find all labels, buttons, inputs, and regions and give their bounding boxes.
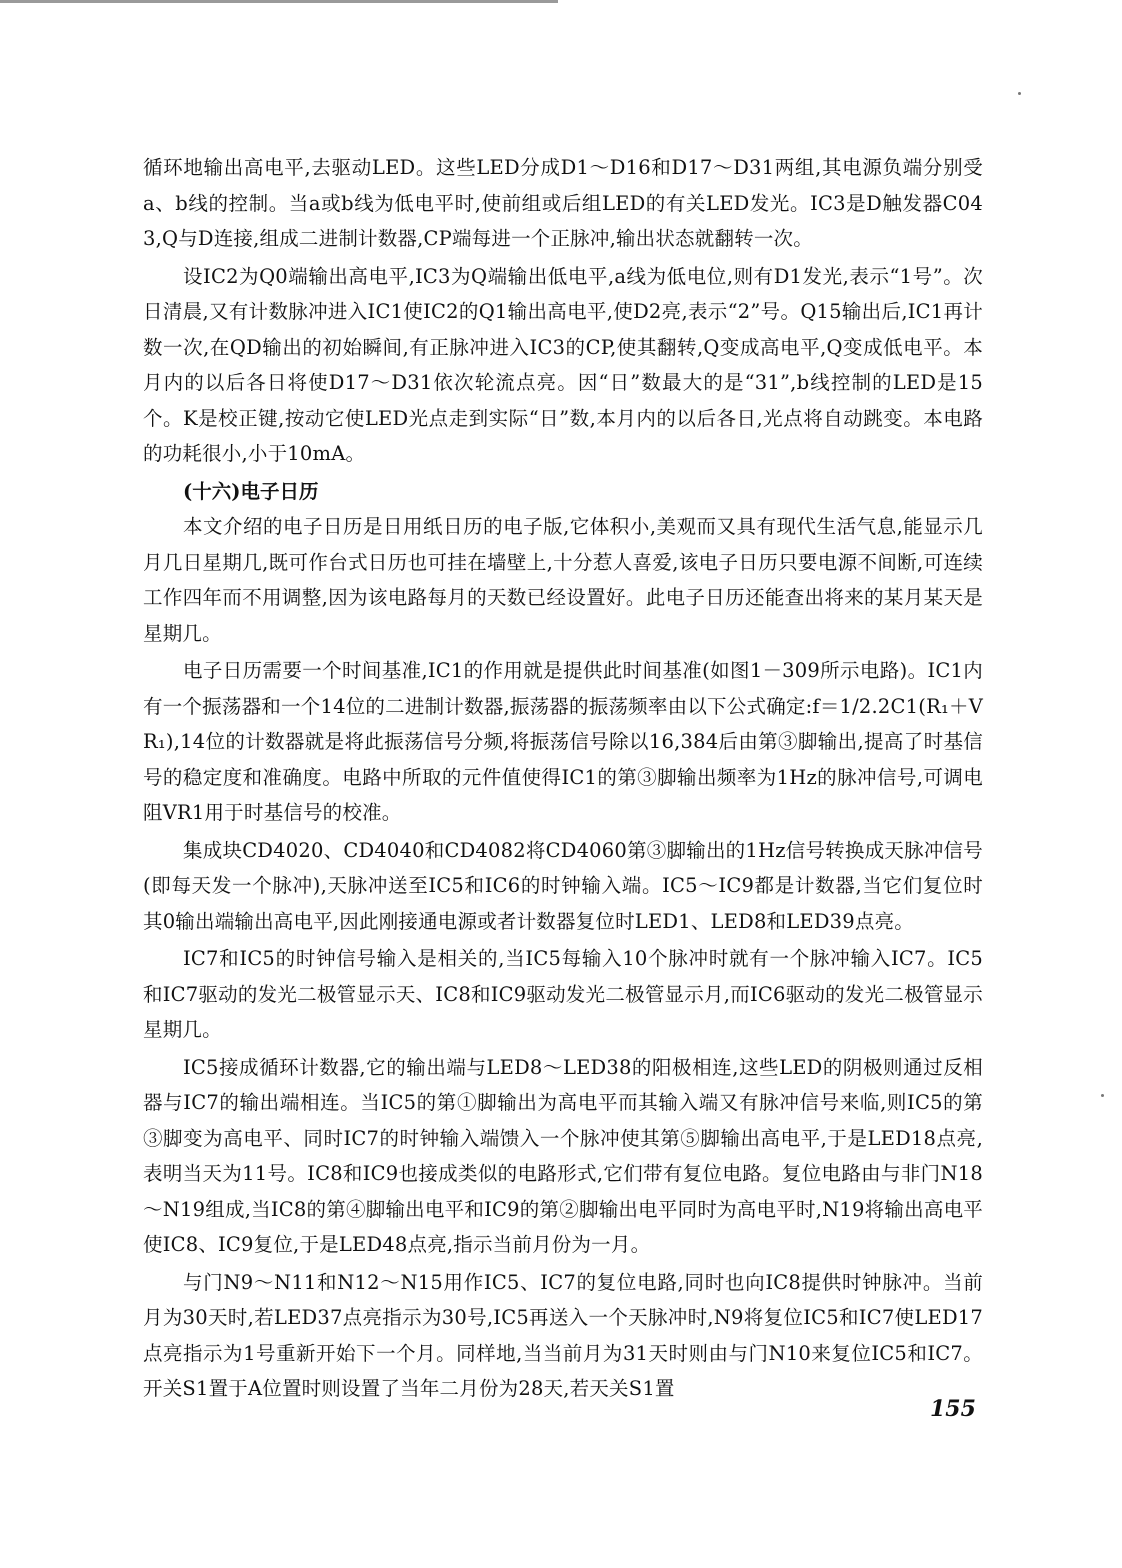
paragraph-ic7-ic5-clock: IC7和IC5的时钟信号输入是相关的,当IC5每输入10个脉冲时就有一个脉冲输入IC7。IC5和IC7驱动的发光二极管显示天、IC8和IC9驱动发光二极管显示月,而IC6驱动的发光二极管显示星期几。	[143, 947, 983, 1041]
page-body	[143, 150, 983, 1409]
paragraph-ic2-ic3-operation: 设IC2为Q0端输出高电平,IC3为Q端输出低电平,a线为低电位,则有D1发光,表示“1号”。次日清晨,又有计数脉冲进入IC1使IC2的Q1输出高电平,使D2亮,表示“2”号。Q15输出后,IC1再计数一次,在QD输出的初始瞬间,有正脉冲进入IC3的CP,使其翻转,Q变成高电平,Q变成低电平。本月内的以后各日将使D17～D31依次轮流点亮。因“日”数最大的是“31”,b线控制的LED是15个。K是校正键,按动它使LED光点走到实际“日”数,本月内的以后各日,光点将自动跳变。本电路的功耗很小,小于10mA。	[143, 264, 983, 465]
scan-speck	[1101, 1094, 1104, 1097]
section-heading: (十六)电子日历	[183, 479, 319, 503]
scan-top-rule	[0, 0, 558, 3]
paragraph-reset-circuit: 与门N9～N11和N12～N15用作IC5、IC7的复位电路,同时也向IC8提供时钟脉冲。当前月为30天时,若LED37点亮指示为30号,IC5再送入一个天脉冲时,N9将复位IC5和IC7使LED17点亮指示为1号重新开始下一个月。同样地,当当前月为31天时则由与门N10来复位IC5和IC7。开关S1置于A位置时则设置了当年二月份为28天,若天关S1置	[143, 1270, 983, 1400]
page-number: 155	[930, 1396, 976, 1422]
paragraph-time-base: 电子日历需要一个时间基准,IC1的作用就是提供此时间基准(如图1－309所示电路)。IC1内有一个振荡器和一个14位的二进制计数器,振荡器的振荡频率由以下公式确定:f＝1/2.2C1(R₁＋VR₁),14位的计数器就是将此振荡信号分频,将振荡信号除以16,384后由第③脚输出,提高了时基信号的稳定度和准确度。电路中所取的元件值使得IC1的第③脚输出频率为1Hz的脉冲信号,可调电阻VR1用于时基信号的校准。	[143, 659, 983, 824]
paragraph-ic5-counter: IC5接成循环计数器,它的输出端与LED8～LED38的阳极相连,这些LED的阴极则通过反相器与IC7的输出端相连。当IC5的第①脚输出为高电平而其输入端又有脉冲信号来临,则IC5的第③脚变为高电平、同时IC7的时钟输入端馈入一个脉冲使其第⑤脚输出高电平,于是LED18点亮,表明当天为11号。IC8和IC9也接成类似的电路形式,它们带有复位电路。复位电路由与非门N18～N19组成,当IC8的第④脚输出电平和IC9的第②脚输出电平同时为高电平时,N19将输出高电平使IC8、IC9复位,于是LED48点亮,指示当前月份为一月。	[143, 1055, 983, 1256]
paragraph-day-pulse: 集成块CD4020、CD4040和CD4082将CD4060第③脚输出的1Hz信号转换成天脉冲信号(即每天发一个脉冲),天脉冲送至IC5和IC6的时钟输入端。IC5～IC9都是计数器,当它们复位时其0输出端输出高电平,因此刚接通电源或者计数器复位时LED1、LED8和LED39点亮。	[143, 838, 983, 933]
scan-speck	[1018, 92, 1021, 95]
paragraph-led-driving: 循环地输出高电平,去驱动LED。这些LED分成D1～D16和D17～D31两组,其电源负端分别受a、b线的控制。当a或b线为低电平时,使前组或后组LED的有关LED发光。IC3是D触发器C043,Q与D连接,组成二进制计数器,CP端每进一个正脉冲,输出状态就翻转一次。	[143, 156, 983, 250]
paragraph-calendar-intro: 本文介绍的电子日历是日用纸日历的电子版,它体积小,美观而又具有现代生活气息,能显示几月几日星期几,既可作台式日历也可挂在墙壁上,十分惹人喜爱,该电子日历只要电源不间断,可连续工作四年而不用调整,因为该电路每月的天数已经设置好。此电子日历还能查出将来的某月某天是星期几。	[143, 515, 983, 645]
